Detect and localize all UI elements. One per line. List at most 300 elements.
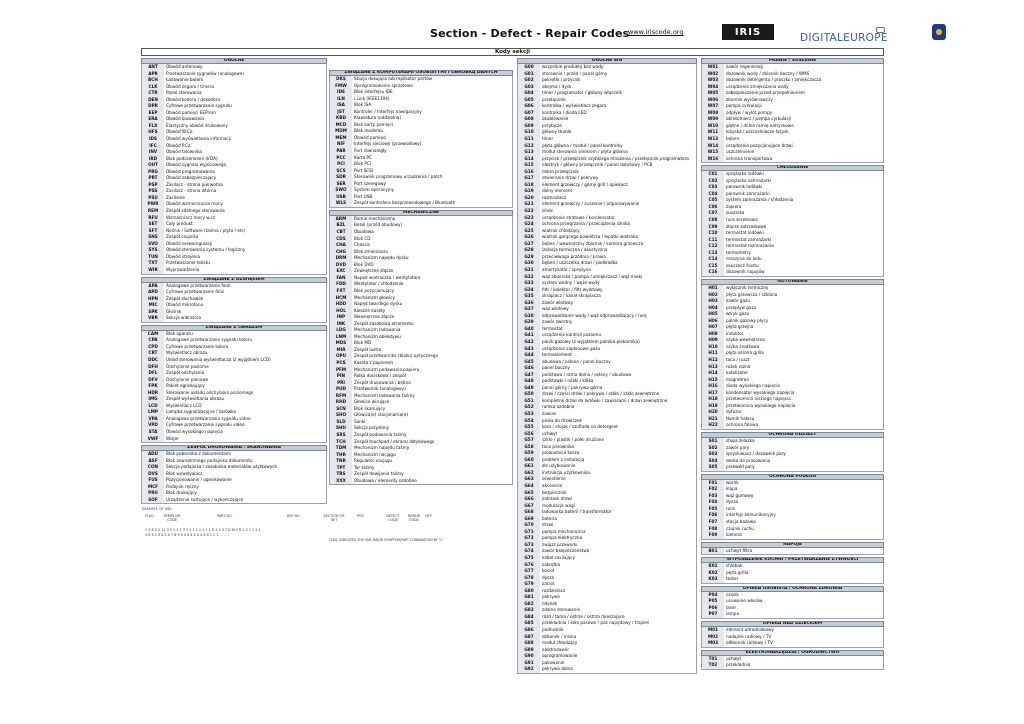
code-description: induktor <box>726 330 744 336</box>
code-value: G48 <box>518 378 540 385</box>
code-value: K01 <box>702 563 724 570</box>
code-value: T01 <box>702 656 724 663</box>
code-value: G29 <box>518 254 540 261</box>
code-value: C16 <box>702 269 724 276</box>
code-value: H17 <box>702 390 724 397</box>
code-value: FMW <box>330 83 352 90</box>
code-value: G15 <box>518 162 540 169</box>
code-value: TNR <box>330 458 352 465</box>
code-description: zapiera <box>726 203 742 209</box>
code-value: BCH <box>142 77 164 84</box>
code-value: G85 <box>518 620 540 627</box>
code-description: wiatrak gorącego powietrza / łopatki wiatraka <box>542 234 638 240</box>
code-value: CHA <box>330 242 352 249</box>
code-value: G88 <box>518 640 540 647</box>
code-description: pompa mechaniczna <box>542 528 586 534</box>
code-value: BZL <box>330 222 352 229</box>
code-value: SET <box>142 221 164 228</box>
code-description: Elastyczny obwód drukowany <box>166 122 228 128</box>
code-value: INK <box>330 321 352 328</box>
section-header-wyposazenie-kuchni-przetwarzanie-zywnosci: WYPOSAŻENIE KUCHNI / PRZETWARZANIE ŻYWNOŚCI <box>701 557 884 563</box>
code-description: Blok CD <box>354 235 371 241</box>
code-list <box>701 171 884 277</box>
code-value: RFM <box>330 393 352 400</box>
code-description: suszarka <box>726 210 745 216</box>
code-description: Wzmacniacz mocy w.cz <box>166 214 216 220</box>
code-value: DPR <box>142 103 164 110</box>
code-description: Układ sterowania wyświetlacza (z wyjątkiem LCD) <box>166 356 271 362</box>
code-value: HCM <box>330 295 352 302</box>
code-description: moduł sterownia silnikiem / płyta główna <box>542 149 628 155</box>
code-value: G05 <box>518 97 540 104</box>
code-description: Blok MD <box>354 340 372 346</box>
code-description: zawór gazu <box>726 298 750 304</box>
code-description: sterownia / przód / panel górny <box>542 70 608 76</box>
code-value: IDE <box>330 89 352 96</box>
code-value: C04 <box>702 191 724 198</box>
code-value: M03 <box>702 640 724 647</box>
code-value: G28 <box>518 247 540 254</box>
example-label: FLAG <box>145 514 154 518</box>
code-value: G51 <box>518 398 540 405</box>
code-value: G52 <box>518 404 540 411</box>
code-value: G59 <box>518 450 540 457</box>
code-description: zbiornik wyrównawczy <box>726 96 773 102</box>
code-description: Sterowanie układu odchylania poziomego <box>166 389 254 395</box>
code-value: MIC <box>142 302 164 309</box>
code-value: DVD <box>330 262 352 269</box>
code-description: wszystkie produkty bez wady <box>542 64 604 69</box>
code-value: MCD <box>330 122 352 129</box>
code-description: Blok skanujący <box>354 405 386 411</box>
code-description: chlebak <box>726 563 743 569</box>
section-header-zespo-drukowania-skanowania: ZESPÓŁ DRUKOWANIA / SKANOWANIA <box>141 445 327 451</box>
code-description: bezpiecznik <box>542 489 567 495</box>
code-description: Interfejs sieciowy (przewodowy) <box>354 141 422 147</box>
code-value: OUT <box>142 162 164 169</box>
code-description: odpływ / wylot pompy <box>726 109 773 115</box>
code-description: Zespół wyświetlania obrazu <box>166 396 225 402</box>
code-description: klapa <box>726 486 738 492</box>
code-description: rożek rożna <box>726 363 751 369</box>
code-value: G04 <box>518 90 540 97</box>
code-row <box>702 662 883 669</box>
code-value: G49 <box>518 385 540 392</box>
code-description: Sekcja podajnika / zasobnika materiałów użytkowych <box>166 464 278 470</box>
code-value: CPD <box>142 344 164 351</box>
code-value: G20 <box>518 195 540 202</box>
example-line-1: 1 3 8 5 2 11 3 5 1 1 1 3 1 1 1 1 1 1 1 1 R 1 2 3 T D M Y R 2 2 1 1 2 1 <box>145 528 261 532</box>
eu-seal-icon <box>932 24 946 40</box>
code-description: wąż gumowy <box>726 492 754 498</box>
code-description: timer <box>542 136 554 142</box>
code-list <box>701 592 884 619</box>
code-description: ładowarka baterii / transformator <box>542 509 612 515</box>
code-description: mikro przełącznik <box>542 168 579 174</box>
code-value: H06 <box>702 318 724 325</box>
code-value: P05 <box>702 598 724 605</box>
code-value: G81 <box>518 594 540 601</box>
code-value: FUS <box>142 477 164 484</box>
code-description: dozownik wody / zbiornik boczny / WMS <box>726 70 810 76</box>
code-value: G40 <box>518 326 540 333</box>
code-value: PUD <box>330 386 352 393</box>
code-list <box>701 64 884 163</box>
code-value: THR <box>330 452 352 459</box>
code-description: kondensator wysokiego napięcia <box>726 389 795 395</box>
code-description: Blok modemu <box>354 128 383 134</box>
code-value: G41 <box>518 332 540 339</box>
code-description: element udradniekowy <box>726 627 774 633</box>
code-description: Mechanizm napędu taśmy <box>354 445 410 451</box>
code-description: Odchylanie pionowe <box>166 376 209 382</box>
code-value: W02 <box>702 71 724 78</box>
code-description: Mechanizm nacjągu <box>354 451 396 457</box>
code-value: CTR <box>142 90 164 97</box>
code-value: IRD <box>142 156 164 163</box>
code-list <box>329 76 513 208</box>
code-value: HPN <box>142 296 164 303</box>
code-description: dolny element <box>542 188 573 194</box>
code-value: C08 <box>702 217 724 224</box>
code-value: G16 <box>518 169 540 176</box>
code-value: S03 <box>702 451 724 458</box>
code-description: otwieranie drzwi / pokrywy <box>542 175 599 181</box>
code-list <box>701 480 884 540</box>
code-description: Obwód kasowania <box>166 116 204 122</box>
code-value: SPK <box>142 309 164 316</box>
code-value: G67 <box>518 503 540 510</box>
code-value: CBT <box>330 229 352 236</box>
code-description: Blok zewnętrznego podajnika dokumentu <box>166 457 253 463</box>
code-description: Cyfrowe przetwarzanie sygnału video <box>166 422 245 428</box>
code-value: PSS <box>142 188 164 195</box>
code-value: G63 <box>518 476 540 483</box>
code-description: Obwód zegara / timera <box>166 83 215 89</box>
code-value: G73 <box>518 542 540 549</box>
code-description: Blok zmieniacza <box>354 248 388 254</box>
code-list <box>141 283 327 323</box>
code-value: PIN <box>330 373 352 380</box>
code-value: F08 <box>702 526 724 533</box>
code-description: kamera <box>726 532 742 538</box>
code-description: złącze zatrzaskowe <box>726 223 767 229</box>
code-description: Głośnik <box>166 308 182 314</box>
code-value: G90 <box>518 653 540 660</box>
code-value: SVO <box>142 241 164 248</box>
column-computers-mechanical <box>329 70 513 487</box>
code-value: C15 <box>702 263 724 270</box>
code-value: G35 <box>518 293 540 300</box>
code-description: taca / ruszt <box>726 356 750 362</box>
code-list <box>701 438 884 472</box>
code-value: W13 <box>702 136 724 143</box>
code-description: ochrona przegrzania / przeciążenia silnika <box>542 221 630 227</box>
code-description: Blok pozycjonujący <box>354 287 395 293</box>
code-value: M01 <box>702 627 724 634</box>
code-description: Analogowe przetwarzanie fonii <box>166 282 231 288</box>
example-label: PART NO. <box>217 514 233 518</box>
code-value: RFU <box>142 215 164 222</box>
code-description: Zespół podawania taśmy <box>354 431 407 437</box>
code-value: G22 <box>518 208 540 215</box>
code-description: rozdzielacz <box>542 587 566 593</box>
code-value: ADU <box>142 451 164 458</box>
code-description: rozmrażacz <box>542 194 567 200</box>
code-description: Cyfrowe przetwarzanie sygnału <box>166 103 232 109</box>
code-value: SER <box>330 181 352 188</box>
code-description: Zespół zasobnika atramentu <box>354 320 414 326</box>
code-description: pokrętło / przycisk <box>542 77 581 83</box>
code-description: skraplacz / kanał skraplacza <box>542 293 601 299</box>
code-value: W14 <box>702 143 724 150</box>
code-description: silnik <box>542 208 553 214</box>
code-value: G60 <box>518 457 540 464</box>
code-description: Obwód falownika <box>166 149 202 155</box>
code-value: G19 <box>518 188 540 195</box>
code-description: Analogowe przetwarzanie sygnału video <box>166 415 251 421</box>
code-value: G91 <box>518 660 540 667</box>
code-value: G54 <box>518 418 540 425</box>
code-value: TRS <box>330 471 352 478</box>
code-description: Głowice wirujące <box>354 399 390 405</box>
code-description: Ładowanie baterii <box>166 77 204 83</box>
code-description: obejma / dysk <box>542 83 572 89</box>
code-description: kosz / stojak / szuflada na detergent <box>542 424 618 430</box>
code-value: C05 <box>702 197 724 204</box>
code-description: Tor taśmy <box>354 464 375 470</box>
code-value: G45 <box>518 359 540 366</box>
code-value: G00 <box>518 64 540 71</box>
code-value: SWO <box>330 187 352 194</box>
code-description: palnik gazowy płycy <box>726 317 769 323</box>
code-description: Obwód programowania <box>166 168 215 174</box>
code-description: Sekcja przysłony <box>354 425 390 431</box>
code-description: rózd / tarka / ostrze / ostrza mieszające <box>542 613 625 619</box>
code-value: H16 <box>702 383 724 390</box>
example-label: REPAIR CODE <box>407 514 420 522</box>
code-value: W01 <box>702 64 724 71</box>
code-description: Blok DVD <box>354 261 374 267</box>
code-value: G33 <box>518 280 540 287</box>
code-description: Wentylator / chłodzenie <box>354 281 404 287</box>
code-value: G71 <box>518 529 540 536</box>
code-value: G47 <box>518 372 540 379</box>
code-value: FPK <box>142 383 164 390</box>
code-value: G02 <box>518 77 540 84</box>
code-value: G30 <box>518 260 540 267</box>
code-value: SRS <box>330 432 352 439</box>
code-description: kabel zasilający <box>542 555 575 561</box>
code-description: zacisk <box>542 581 555 587</box>
code-description: szyba wewnętrzna <box>726 337 765 343</box>
code-description: urządzenie kontroli poziomu <box>542 332 602 338</box>
code-value: G08 <box>518 116 540 123</box>
code-description: Zespół odchylania <box>166 370 205 376</box>
code-value: G56 <box>518 431 540 438</box>
code-description: System operacyjny <box>354 187 395 193</box>
code-description: Pakiet ogniskujący <box>166 383 205 389</box>
code-description: Obudowa <box>354 229 374 235</box>
code-row <box>702 464 883 471</box>
code-description: zdalne sterowanie <box>542 607 581 613</box>
code-value: APA <box>142 283 164 290</box>
code-value: G24 <box>518 221 540 228</box>
code-value: MIR <box>330 347 352 354</box>
code-description: Bezel (przód obudowy) <box>354 222 403 228</box>
code-value: G64 <box>518 483 540 490</box>
code-description: wyłącznik termiczny <box>726 284 769 290</box>
code-description: pakowanie <box>542 659 565 665</box>
code-description: Rolka dociskowa / zespół <box>354 373 406 379</box>
code-value: VPA <box>142 416 164 423</box>
code-description: panik gazowy (z wyjątkiem palnika piekarnika) <box>542 338 640 344</box>
code-value: T02 <box>702 662 724 669</box>
code-value: G80 <box>518 588 540 595</box>
code-description: Obwód pamięci <box>354 134 387 140</box>
code-value: F01 <box>702 480 724 487</box>
code-value: G79 <box>518 581 540 588</box>
code-value: F07 <box>702 519 724 526</box>
code-value: G01 <box>518 71 540 78</box>
code-description: przekładnia <box>726 662 751 668</box>
code-value: WLS <box>330 200 352 207</box>
code-description: katalizator <box>726 370 749 376</box>
code-description: Zespół kontrolera bezprzewodowego / Bluetooth <box>354 200 456 206</box>
code-description: zakrętka <box>542 561 561 567</box>
section-header-ogolne: OGÓLNE <box>141 58 327 64</box>
code-value: H13 <box>702 364 724 371</box>
code-value: MDS <box>330 340 352 347</box>
code-value: CDS <box>330 236 352 243</box>
code-value: VPD <box>142 422 164 429</box>
code-value: G77 <box>518 568 540 575</box>
code-value: HDR <box>142 390 164 397</box>
section-header-ch-odzenie: CHŁODZENIE <box>701 165 884 171</box>
code-description: sprężarka zamrażarki <box>726 177 772 183</box>
code-value: SHO <box>330 412 352 419</box>
code-value: G25 <box>518 228 540 235</box>
code-description: usuwanie włosów <box>726 598 763 604</box>
code-value: C11 <box>702 237 724 244</box>
code-value: STA <box>142 429 164 436</box>
code-description: Mechanizm napędu dysku <box>354 255 409 261</box>
code-description: Obwód serworegulacji <box>166 240 213 246</box>
code-value: OPU <box>330 353 352 360</box>
code-description: amortyzator / sprężyna <box>542 266 591 272</box>
code-value: HOL <box>330 308 352 315</box>
code-description: Mechanizm ładowania <box>354 327 401 333</box>
website-link[interactable]: www.iriscode.org <box>628 28 684 36</box>
code-description: Wizjer <box>166 435 179 441</box>
code-value: SYS <box>142 247 164 254</box>
code-description: element grzewczy / suszenie / odparowywanie <box>542 201 640 207</box>
code-description: termoelement <box>542 352 572 358</box>
code-description: Sekcja wibratora <box>166 315 202 321</box>
code-description: zatrzask drzwi <box>542 496 572 502</box>
code-list <box>701 627 884 648</box>
code-value: H08 <box>702 331 724 338</box>
section-header-pranie-suszenie: PRANIE / SUSZENIE <box>701 58 884 64</box>
digitaleurope-logo-icon <box>800 27 888 45</box>
section-header-opieka-nad-dzieckiem: OPIEKA NAD DZIECKIEM <box>701 621 884 627</box>
code-value: H20 <box>702 409 724 416</box>
code-description: kontrolka / dioda LED <box>542 109 587 115</box>
code-value: RHD <box>330 399 352 406</box>
code-description: obrotomierz / pompa cyrkulacji <box>726 116 792 122</box>
code-value: CPA <box>142 337 164 344</box>
code-value: CRT <box>142 350 164 357</box>
code-description: Port szeregowy <box>354 180 386 186</box>
code-value: SCN <box>330 406 352 413</box>
code-description: Wyświetlacz LCD <box>166 402 202 408</box>
code-description: Urządzenie sortujące / wykończające <box>166 496 244 502</box>
code-value: INP <box>330 314 352 321</box>
code-value: C13 <box>702 250 724 257</box>
code-value: CLK <box>142 84 164 91</box>
code-description: Obwód sterowania systemu / logiczny <box>166 247 246 253</box>
code-description: Mechanizm głowicy <box>354 294 395 300</box>
code-description: termometry <box>726 249 752 255</box>
code-value: G27 <box>518 241 540 248</box>
example-label: SYMPTOM CODE <box>163 514 181 522</box>
code-value: G55 <box>518 424 540 431</box>
code-value: ASF <box>142 458 164 465</box>
code-description: podnośnik <box>542 627 564 633</box>
section-header-zwiazane-z-dzwiekiem: ZWIĄZANE Z DŹWIĘKIEM <box>141 277 327 283</box>
code-row <box>142 436 326 443</box>
code-description: lampa <box>726 611 740 617</box>
code-description: termostat lodówki <box>726 230 764 236</box>
code-description: szkło / plastik / półki drużiane <box>542 437 605 443</box>
section-codes-title: Kody sekcji <box>141 48 884 56</box>
code-description: Odchylanie poziome <box>166 363 209 369</box>
code-description: Mechanizm ładowania taśmy <box>354 392 415 398</box>
code-value: ILN <box>330 96 352 103</box>
code-description: Zespół touchpad / ekranu dotykowego <box>354 438 435 444</box>
code-value: DRM <box>330 255 352 262</box>
code-value: W07 <box>702 103 724 110</box>
code-description: rura serwisowa <box>726 217 758 223</box>
code-value: VBR <box>142 315 164 322</box>
code-value: G36 <box>518 300 540 307</box>
code-value: IDS <box>142 136 164 143</box>
code-value: S05 <box>702 464 724 471</box>
section-header-gotowanie: GOTOWANIE <box>701 279 884 285</box>
code-description: uchwyt filtra <box>726 547 753 553</box>
code-description: timer / programator / główny włącznik <box>542 90 622 96</box>
code-description: Wyprowadzenia <box>166 266 200 272</box>
code-value: IFC <box>142 143 164 150</box>
code-value: G69 <box>518 516 540 523</box>
code-value: P04 <box>702 592 724 599</box>
code-description: interfejs komunikacyjny <box>726 512 776 518</box>
code-description: związz przewodu <box>542 541 578 547</box>
code-value: G46 <box>518 365 540 372</box>
code-value: C10 <box>702 230 724 237</box>
code-description: urządzenie zapłonowe gazu <box>542 345 601 351</box>
code-description: Port SCSI <box>354 167 374 173</box>
code-row <box>702 269 883 276</box>
code-description: Mechanizm podawania papieru <box>354 366 420 372</box>
code-value: XXX <box>330 478 352 485</box>
code-value: G76 <box>518 562 540 569</box>
code-description: Chassis <box>354 242 370 248</box>
code-description: bęben / wewnętrzny zbiornik / komora grzewcza <box>542 240 644 246</box>
code-value: TXT <box>142 260 164 267</box>
code-value: G39 <box>518 319 540 326</box>
code-description: wtryk gazu <box>726 311 750 317</box>
